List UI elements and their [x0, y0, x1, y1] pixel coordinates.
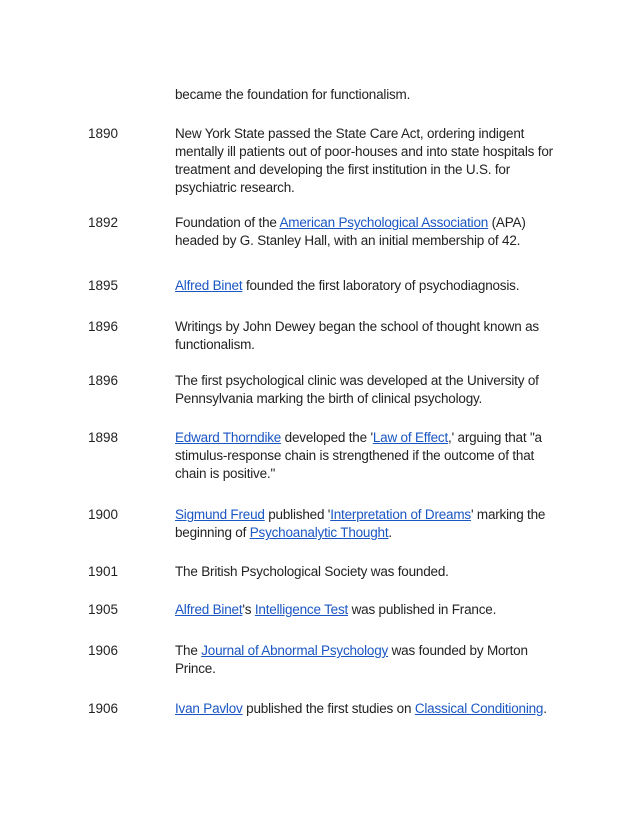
- entry-description: [175, 429, 567, 483]
- entry-text: The British Psychological Society was founded.: [175, 564, 449, 579]
- entry-description: [175, 700, 567, 718]
- entry-year: 1895: [88, 278, 119, 293]
- entry-link[interactable]: American Psychological Association: [279, 215, 489, 230]
- entry-link[interactable]: Sigmund Freud: [175, 507, 265, 522]
- entry-text: Foundation of the: [175, 215, 280, 230]
- entry-link[interactable]: Alfred Binet: [175, 602, 243, 617]
- entry-link[interactable]: Ivan Pavlov: [175, 701, 243, 716]
- entry-description: [175, 214, 567, 250]
- entry-description: [175, 506, 567, 542]
- entry-year: 1906: [88, 701, 119, 716]
- entry-text: was founded by Morton Prince.: [175, 643, 528, 676]
- entry-text: published the first studies on: [242, 701, 415, 716]
- entry-year: 1892: [88, 215, 119, 230]
- entry-link[interactable]: Psychoanalytic Thought: [249, 525, 389, 540]
- entry-text: ,' arguing that "a stimulus-response chain is strengthened if the outcome of that chain is positive.": [175, 430, 542, 481]
- entry-description: [175, 277, 567, 295]
- entry-year: 1898: [88, 430, 119, 445]
- entry-year: 1890: [88, 126, 119, 141]
- entry-text: New York State passed the State Care Act, ordering indigent mentally ill patients out of poor-houses and into state hospitals for treatment and developing the first institution in the U.S. for psychiatric research.: [175, 126, 553, 195]
- entry-link[interactable]: Law of Effect: [372, 430, 449, 445]
- entry-text: published ': [264, 507, 331, 522]
- entry-text: The: [175, 643, 202, 658]
- entry-year: 1905: [88, 602, 119, 617]
- entry-text: founded the first laboratory of psychodiagnosis.: [242, 278, 520, 293]
- entry-text: ' marking the beginning of: [175, 507, 546, 540]
- entry-text: developed the ': [281, 430, 373, 445]
- entry-description: [175, 372, 567, 408]
- entry-year: 1901: [88, 564, 119, 579]
- entry-text: .: [543, 701, 547, 716]
- entry-text: became the foundation for functionalism.: [175, 87, 411, 102]
- entry-text: (APA) headed by G. Stanley Hall, with an initial membership of 42.: [175, 215, 526, 248]
- entry-year: 1900: [88, 507, 119, 522]
- entry-description: [175, 318, 567, 354]
- entry-year: 1896: [88, 319, 119, 334]
- entry-text: was published in France.: [348, 602, 497, 617]
- entry-description: [175, 563, 567, 581]
- entry-link[interactable]: Journal of Abnormal Psychology: [201, 643, 389, 658]
- entry-text: 's: [242, 602, 255, 617]
- entry-text: The first psychological clinic was developed at the University of Pennsylvania marking the birth of clinical psychology.: [175, 373, 539, 406]
- entry-link[interactable]: Edward Thorndike: [175, 430, 282, 445]
- entry-year: 1896: [88, 373, 119, 388]
- entry-description: [175, 642, 567, 678]
- entry-description: [175, 86, 567, 104]
- entry-text: .: [388, 525, 392, 540]
- entry-text: Writings by John Dewey began the school of thought known as functionalism.: [175, 319, 539, 352]
- entry-link[interactable]: Classical Conditioning: [414, 701, 544, 716]
- entry-description: [175, 125, 567, 197]
- entry-link[interactable]: Interpretation of Dreams: [330, 507, 471, 522]
- entry-year: 1906: [88, 643, 119, 658]
- entry-link[interactable]: Intelligence Test: [254, 602, 349, 617]
- entry-link[interactable]: Alfred Binet: [175, 278, 243, 293]
- entry-description: [175, 601, 567, 619]
